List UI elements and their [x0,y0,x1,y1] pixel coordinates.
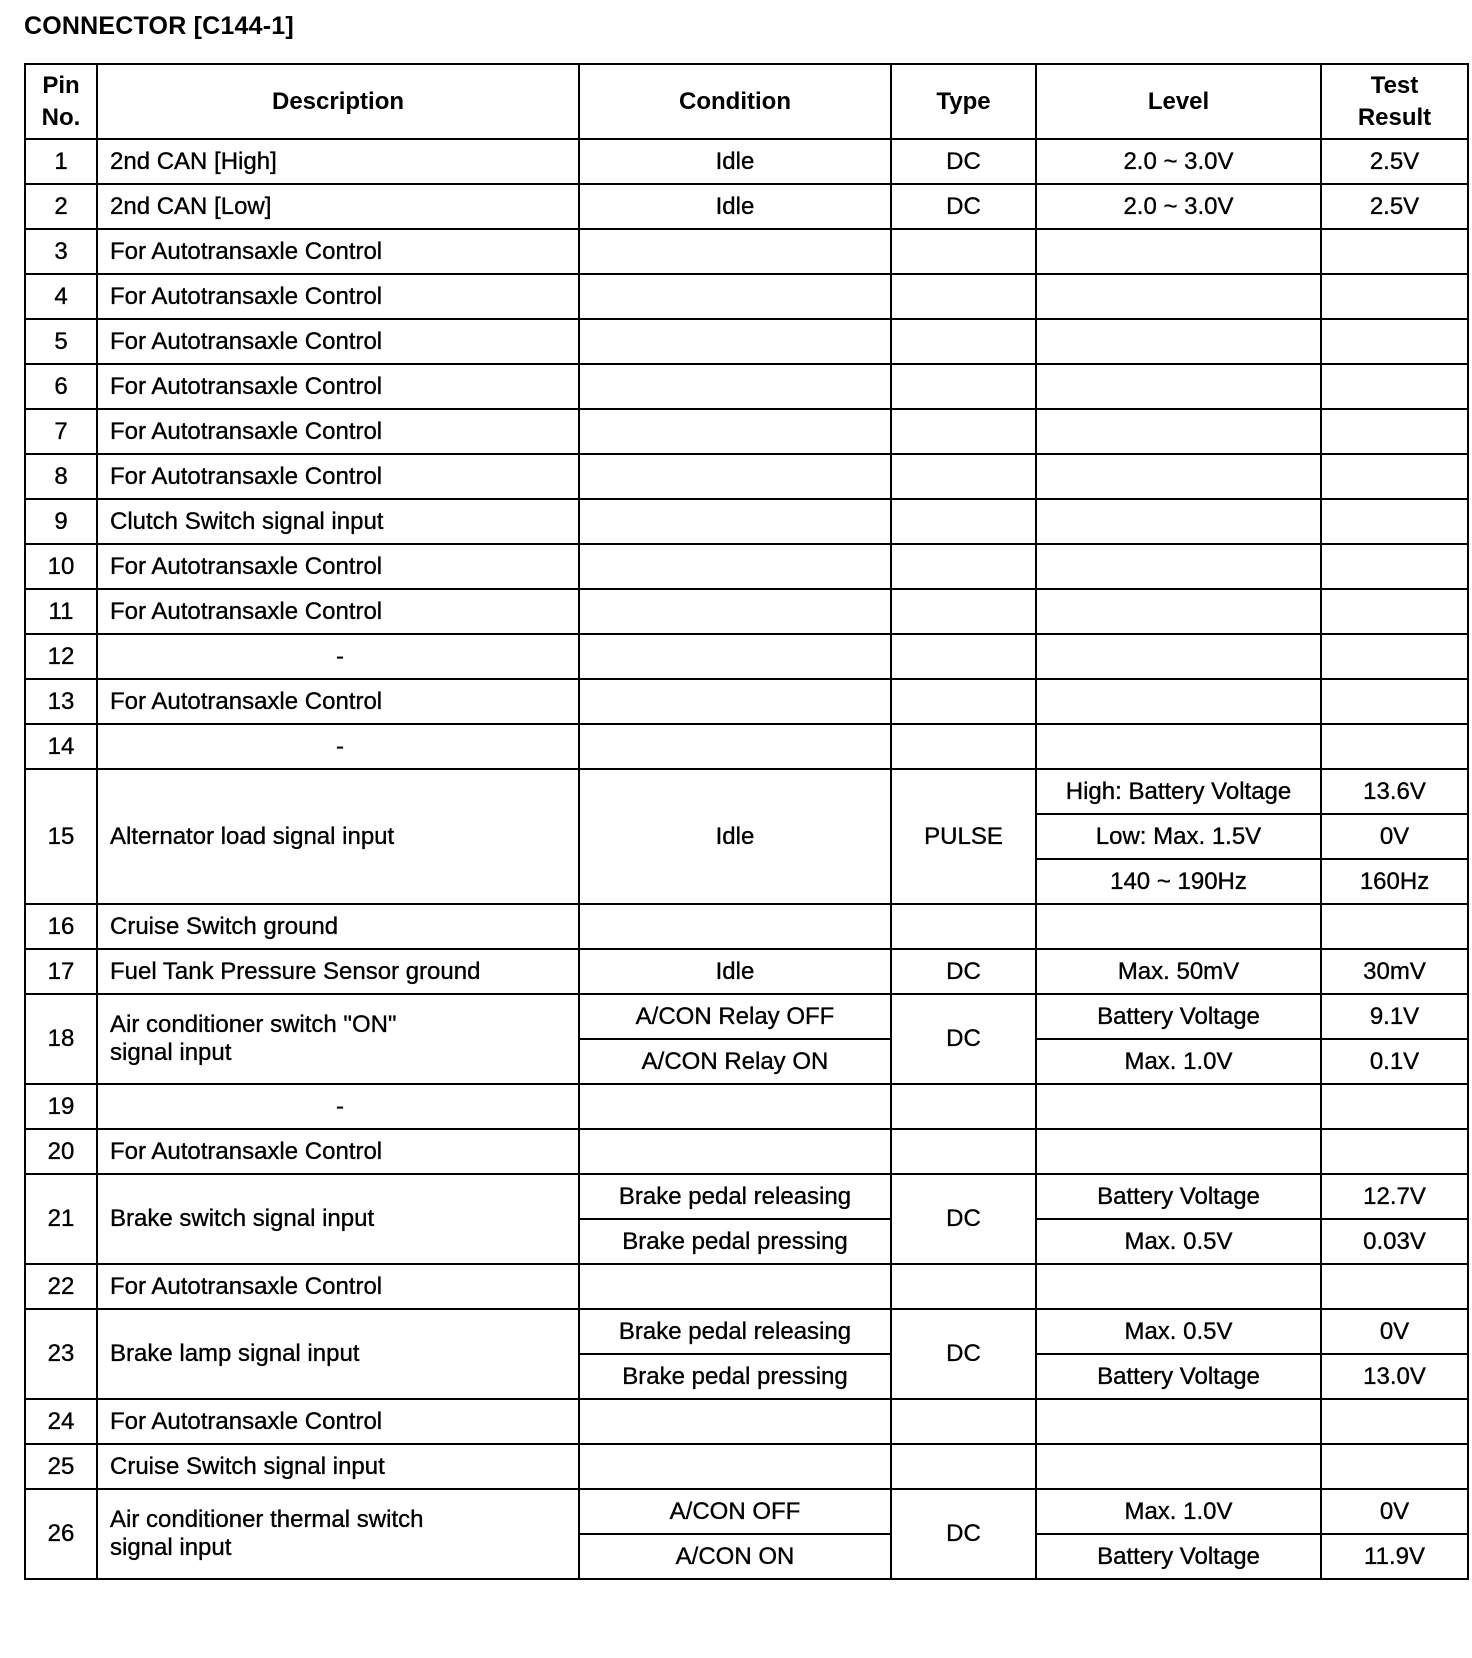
type-cell [891,229,1036,274]
test-result-cell: 9.1V [1321,994,1468,1039]
condition-cell: Idle [579,184,891,229]
level-cell [1036,634,1321,679]
level-cell [1036,274,1321,319]
pin-description: For Autotransaxle Control [97,274,579,319]
test-result-cell: 2.5V [1321,139,1468,184]
pin-description: Cruise Switch signal input [97,1444,579,1489]
table-row [25,634,1468,679]
condition-cell [579,634,891,679]
condition-cell [579,1084,891,1129]
test-result-cell: 0V [1321,814,1468,859]
table-row [25,454,1468,499]
type-cell [891,319,1036,364]
table-row [25,139,1468,184]
pin-description: For Autotransaxle Control [97,364,579,409]
header-pin-no: Pin No. [25,64,97,139]
pin-number: 21 [25,1174,97,1264]
level-cell: Max. 0.5V [1036,1219,1321,1264]
test-result-cell: 30mV [1321,949,1468,994]
test-result-cell: 12.7V [1321,1174,1468,1219]
pin-number: 10 [25,544,97,589]
test-result-cell: 11.9V [1321,1534,1468,1579]
condition-cell [579,1399,891,1444]
type-cell [891,679,1036,724]
condition-cell [579,274,891,319]
pin-description: Fuel Tank Pressure Sensor ground [97,949,579,994]
test-result-cell [1321,904,1468,949]
table-row [25,409,1468,454]
pin-description: For Autotransaxle Control [97,1399,579,1444]
condition-cell: Idle [579,139,891,184]
pin-number: 20 [25,1129,97,1174]
condition-cell: A/CON Relay OFF [579,994,891,1039]
pin-description: For Autotransaxle Control [97,229,579,274]
pin-number: 3 [25,229,97,274]
pin-description: Air conditioner switch "ON" signal input [97,994,579,1084]
level-cell: 140 ~ 190Hz [1036,859,1321,904]
pin-description: Brake switch signal input [97,1174,579,1264]
condition-cell [579,454,891,499]
pin-description: 2nd CAN [High] [97,139,579,184]
condition-cell: A/CON ON [579,1534,891,1579]
level-cell [1036,544,1321,589]
pin-description: For Autotransaxle Control [97,1129,579,1174]
test-result-cell [1321,589,1468,634]
test-result-cell: 0V [1321,1489,1468,1534]
test-result-cell [1321,274,1468,319]
pin-description: Brake lamp signal input [97,1309,579,1399]
level-cell [1036,1129,1321,1174]
table-row [25,499,1468,544]
pin-number: 4 [25,274,97,319]
pin-description: 2nd CAN [Low] [97,184,579,229]
test-result-cell [1321,1129,1468,1174]
table-row [25,994,1468,1039]
table-row [25,1129,1468,1174]
table-row [25,1084,1468,1129]
type-cell: DC [891,184,1036,229]
condition-cell: A/CON OFF [579,1489,891,1534]
test-result-cell [1321,319,1468,364]
pin-number: 12 [25,634,97,679]
level-cell: Low: Max. 1.5V [1036,814,1321,859]
test-result-cell: 0.03V [1321,1219,1468,1264]
pin-description: - [97,1084,579,1129]
header-description: Description [97,64,579,139]
type-cell: DC [891,139,1036,184]
test-result-cell [1321,229,1468,274]
level-cell: Battery Voltage [1036,1174,1321,1219]
level-cell [1036,1444,1321,1489]
type-cell [891,544,1036,589]
test-result-cell [1321,499,1468,544]
table-row [25,1444,1468,1489]
table-row [25,1399,1468,1444]
pin-description: Alternator load signal input [97,769,579,904]
pin-number: 25 [25,1444,97,1489]
header-condition: Condition [579,64,891,139]
condition-cell [579,724,891,769]
test-result-cell [1321,1264,1468,1309]
condition-cell [579,1129,891,1174]
pin-number: 8 [25,454,97,499]
level-cell: Battery Voltage [1036,1354,1321,1399]
level-cell [1036,1399,1321,1444]
pin-description: Air conditioner thermal switch signal input [97,1489,579,1579]
level-cell: 2.0 ~ 3.0V [1036,139,1321,184]
pin-number: 16 [25,904,97,949]
type-cell [891,409,1036,454]
condition-cell [579,499,891,544]
pin-number: 26 [25,1489,97,1579]
level-cell [1036,364,1321,409]
header-level: Level [1036,64,1321,139]
condition-cell: A/CON Relay ON [579,1039,891,1084]
type-cell [891,499,1036,544]
pin-number: 17 [25,949,97,994]
test-result-cell [1321,1084,1468,1129]
test-result-cell [1321,634,1468,679]
test-result-cell: 13.6V [1321,769,1468,814]
condition-cell [579,589,891,634]
test-result-cell [1321,724,1468,769]
pin-number: 23 [25,1309,97,1399]
type-cell: DC [891,1174,1036,1264]
type-cell [891,454,1036,499]
level-cell: Max. 1.0V [1036,1039,1321,1084]
test-result-cell: 2.5V [1321,184,1468,229]
type-cell [891,1084,1036,1129]
header-test-result: Test Result [1321,64,1468,139]
header-type: Type [891,64,1036,139]
type-cell [891,274,1036,319]
pin-description: For Autotransaxle Control [97,319,579,364]
table-row [25,274,1468,319]
condition-cell: Brake pedal releasing [579,1174,891,1219]
condition-cell [579,409,891,454]
level-cell [1036,1264,1321,1309]
pin-number: 2 [25,184,97,229]
level-cell: Max. 50mV [1036,949,1321,994]
condition-cell: Idle [579,769,891,904]
condition-cell [579,544,891,589]
level-cell [1036,499,1321,544]
table-row [25,544,1468,589]
pin-number: 24 [25,1399,97,1444]
pin-number: 19 [25,1084,97,1129]
test-result-cell [1321,409,1468,454]
table-row [25,364,1468,409]
level-cell: 2.0 ~ 3.0V [1036,184,1321,229]
test-result-cell [1321,1444,1468,1489]
level-cell [1036,229,1321,274]
level-cell [1036,319,1321,364]
condition-cell [579,1264,891,1309]
table-row [25,319,1468,364]
pin-description: Clutch Switch signal input [97,499,579,544]
type-cell: DC [891,949,1036,994]
condition-cell [579,229,891,274]
type-cell [891,724,1036,769]
test-result-cell [1321,679,1468,724]
table-row [25,679,1468,724]
test-result-cell: 0V [1321,1309,1468,1354]
level-cell [1036,724,1321,769]
type-cell: DC [891,1489,1036,1579]
level-cell: High: Battery Voltage [1036,769,1321,814]
type-cell [891,904,1036,949]
pin-description: For Autotransaxle Control [97,1264,579,1309]
pin-description: For Autotransaxle Control [97,409,579,454]
table-row [25,1174,1468,1219]
level-cell: Battery Voltage [1036,1534,1321,1579]
test-result-cell: 160Hz [1321,859,1468,904]
pin-number: 1 [25,139,97,184]
pin-description: For Autotransaxle Control [97,589,579,634]
level-cell: Max. 0.5V [1036,1309,1321,1354]
condition-cell: Idle [579,949,891,994]
type-cell [891,1444,1036,1489]
table-row [25,724,1468,769]
condition-cell: Brake pedal pressing [579,1219,891,1264]
connector-pin-table [24,63,1469,1580]
pin-number: 15 [25,769,97,904]
condition-cell [579,1444,891,1489]
pin-number: 14 [25,724,97,769]
type-cell [891,634,1036,679]
level-cell [1036,409,1321,454]
pin-number: 6 [25,364,97,409]
pin-number: 9 [25,499,97,544]
connector-title: CONNECTOR [C144-1] [24,12,294,40]
level-cell [1036,904,1321,949]
pin-description: For Autotransaxle Control [97,679,579,724]
level-cell [1036,589,1321,634]
test-result-cell [1321,1399,1468,1444]
condition-cell [579,679,891,724]
pin-description: For Autotransaxle Control [97,454,579,499]
level-cell: Max. 1.0V [1036,1489,1321,1534]
type-cell: DC [891,994,1036,1084]
type-cell: PULSE [891,769,1036,904]
table-row [25,1309,1468,1354]
table-row [25,184,1468,229]
condition-cell [579,364,891,409]
pin-description: Cruise Switch ground [97,904,579,949]
level-cell: Battery Voltage [1036,994,1321,1039]
table-row [25,589,1468,634]
pin-number: 18 [25,994,97,1084]
type-cell [891,1399,1036,1444]
test-result-cell [1321,364,1468,409]
condition-cell: Brake pedal pressing [579,1354,891,1399]
test-result-cell [1321,454,1468,499]
level-cell [1036,679,1321,724]
pin-description: - [97,724,579,769]
type-cell [891,364,1036,409]
header-row [25,64,1468,139]
pin-description: For Autotransaxle Control [97,544,579,589]
table-row [25,769,1468,814]
table-row [25,949,1468,994]
pin-number: 7 [25,409,97,454]
pin-number: 5 [25,319,97,364]
test-result-cell: 13.0V [1321,1354,1468,1399]
table-row [25,1489,1468,1534]
type-cell: DC [891,1309,1036,1399]
level-cell [1036,1084,1321,1129]
test-result-cell [1321,544,1468,589]
type-cell [891,1264,1036,1309]
condition-cell [579,319,891,364]
type-cell [891,589,1036,634]
condition-cell: Brake pedal releasing [579,1309,891,1354]
pin-number: 11 [25,589,97,634]
type-cell [891,1129,1036,1174]
table-row [25,229,1468,274]
test-result-cell: 0.1V [1321,1039,1468,1084]
level-cell [1036,454,1321,499]
table-row [25,1264,1468,1309]
pin-number: 22 [25,1264,97,1309]
table-row [25,904,1468,949]
pin-description: - [97,634,579,679]
condition-cell [579,904,891,949]
pin-number: 13 [25,679,97,724]
